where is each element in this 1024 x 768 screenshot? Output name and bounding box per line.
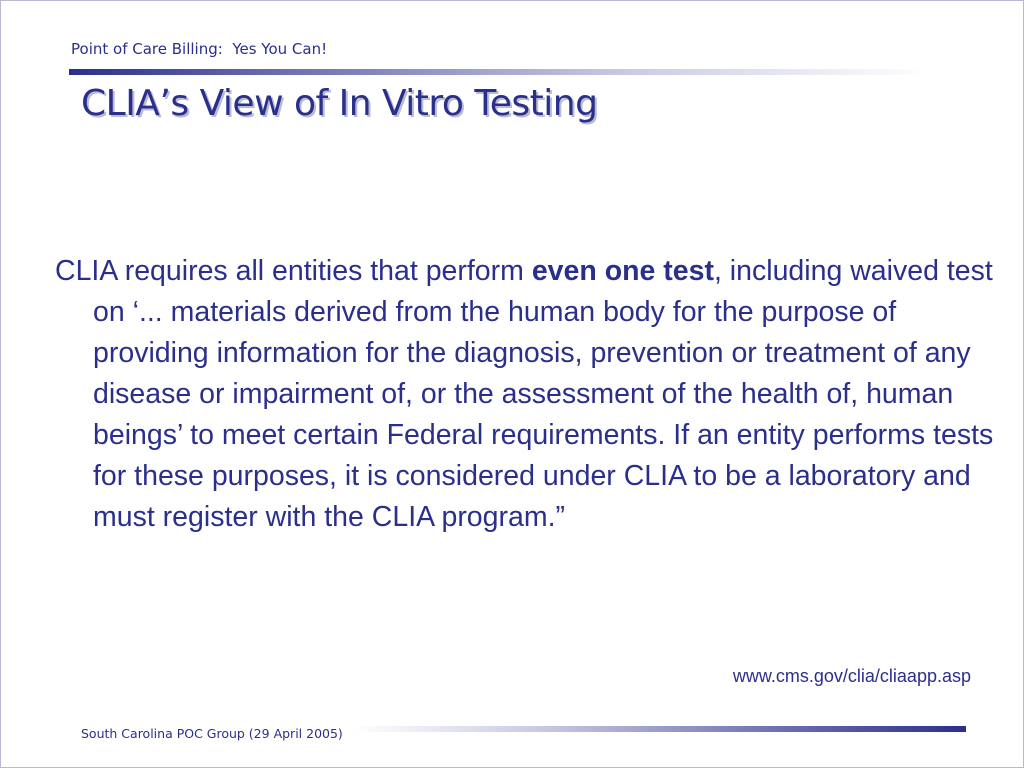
slide-title: CLIA’s View of In Vitro Testing [81, 83, 598, 124]
body-paragraph [55, 251, 1013, 538]
header-text: Point of Care Billing: Yes You Can! [71, 40, 328, 58]
footer-rule [353, 726, 966, 732]
body-text-end: , including waived test on ‘... materials derived from the human body for the purpose of providing information for the diagnosis, prevention or treatment of any disease or impairment of, or the assessment of the health of, human beings’ to meet certain Federal requirements. If an entity performs tests for these purposes, it is considered under CLIA to be a laboratory and must register with the CLIA program.” [93, 255, 994, 533]
body-text-emphasis: even one test [531, 255, 714, 287]
source-link[interactable]: www.cms.gov/clia/cliaapp.asp [732, 666, 971, 686]
body-text-start: CLIA requires all entities that perform [55, 255, 532, 287]
header-rule [69, 69, 929, 75]
footer-text: South Carolina POC Group (29 April 2005) [81, 726, 343, 741]
